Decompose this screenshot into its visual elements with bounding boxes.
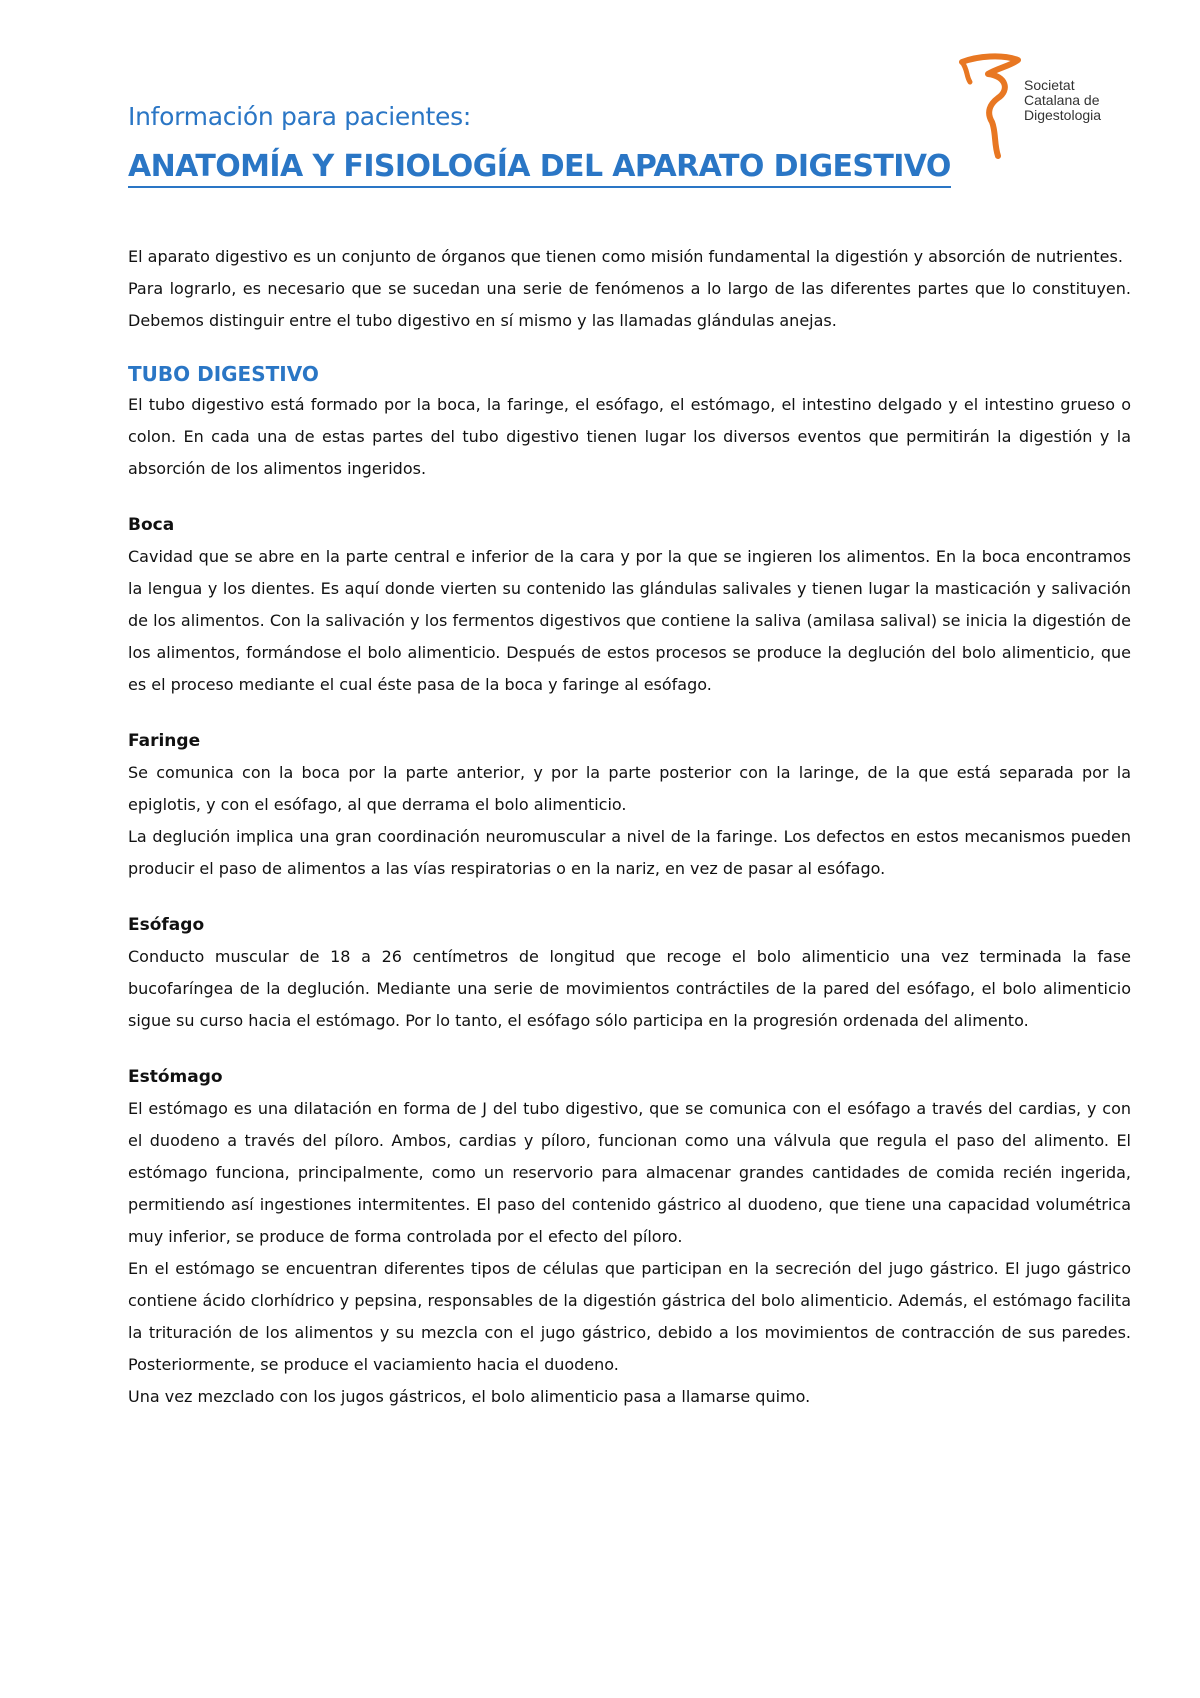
esofago-paragraph: Conducto muscular de 18 a 26 centímetros de longitud que recoge el bolo alimenticio una vez terminada la fase bucofaríngea de la deglución. Mediante una serie de movimientos contráctiles de la pared del esófago, el bolo alimenticio sigue su curso hacia el estómago. Por lo tanto, el esófago sólo participa en la progresión ordenada del alimento. xyxy=(128,947,1131,1030)
intro-paragraph-2: Para lograrlo, es necesario que se sucedan una serie de fenómenos a lo largo de las diferentes partes que lo constituyen. Debemos distinguir entre el tubo digestivo en sí mismo y las llamadas glándulas anejas. xyxy=(128,279,1131,330)
estomago-paragraph-1: El estómago es una dilatación en forma de J del tubo digestivo, que se comunica con el esófago a través del cardias, y con el duodeno a través del píloro. Ambos, cardias y píloro, funcionan como una válvula que regula el paso del alimento. El estómago funciona, principalmente, como un reservorio para almacenar grandes cantidades de comida recién ingerida, permitiendo así ingestiones intermitentes. El paso del contenido gástrico al duodeno, que tiene una capacidad volumétrica muy inferior, se produce de forma controlada por el efecto del píloro. xyxy=(128,1099,1131,1246)
subsection-title-boca: Boca xyxy=(128,515,175,535)
subsection-title-faringe: Faringe xyxy=(128,731,201,751)
faringe-paragraph-2: La deglución implica una gran coordinación neuromuscular a nivel de la faringe. Los defectos en estos mecanismos pueden producir el paso de alimentos a las vías respiratorias o en la nariz, en vez de pasar al esófago. xyxy=(128,827,1131,878)
estomago-paragraph-2: En el estómago se encuentran diferentes tipos de células que participan en la secreción del jugo gástrico. El jugo gástrico contiene ácido clorhídrico y pepsina, responsables de la digestión gástrica del bolo alimenticio. Además, el estómago facilita la trituración de los alimentos y su mezcla con el jugo gástrico, debido a los movimientos de contracción de sus paredes. Posteriormente, se produce el vaciamiento hacia el duodeno. xyxy=(128,1259,1131,1374)
faringe-paragraph-1: Se comunica con la boca por la parte anterior, y por la parte posterior con la laringe, de la que está separada por la epiglotis, y con el esófago, al que derrama el bolo alimenticio. xyxy=(128,763,1131,814)
logo-line-3: Digestologia xyxy=(1024,107,1102,123)
subsection-title-estomago: Estómago xyxy=(128,1067,223,1087)
document-header xyxy=(128,100,951,188)
society-logo xyxy=(958,52,1128,162)
header-kicker: Información para pacientes: xyxy=(128,102,471,131)
estomago-paragraph-3: Una vez mezclado con los jugos gástricos, el bolo alimenticio pasa a llamarse quimo. xyxy=(128,1387,811,1406)
boca-paragraph: Cavidad que se abre en la parte central e inferior de la cara y por la que se ingieren los alimentos. En la boca encontramos la lengua y los dientes. Es aquí donde vierten su contenido las glándulas salivales y tienen lugar la masticación y salivación de los alimentos. Con la salivación y los fermentos digestivos que contiene la saliva (amilasa salival) se inicia la digestión de los alimentos, formándose el bolo alimenticio. Después de estos procesos se produce la deglución del bolo alimenticio, que es el proceso mediante el cual éste pasa de la boca y faringe al esófago. xyxy=(128,547,1131,694)
logo-name xyxy=(1024,78,1101,123)
section-title-tubo-digestivo: TUBO DIGESTIVO xyxy=(128,362,319,386)
logo-line-2: Catalana de xyxy=(1024,92,1100,108)
digestive-tract-logo-icon xyxy=(958,52,1028,162)
subsection-title-esofago: Esófago xyxy=(128,915,205,935)
tubo-paragraph: El tubo digestivo está formado por la boca, la faringe, el esófago, el estómago, el intestino delgado y el intestino grueso o colon. En cada una de estas partes del tubo digestivo tienen lugar los diversos eventos que permitirán la digestión y la absorción de los alimentos ingeridos. xyxy=(128,395,1131,478)
intro-paragraph-1: El aparato digestivo es un conjunto de órganos que tienen como misión fundamental la digestión y absorción de nutrientes. xyxy=(128,247,1123,266)
document-body xyxy=(128,241,1131,1413)
document-title: ANATOMÍA Y FISIOLOGÍA DEL APARATO DIGESTIVO xyxy=(128,148,951,188)
logo-line-1: Societat xyxy=(1024,77,1075,93)
